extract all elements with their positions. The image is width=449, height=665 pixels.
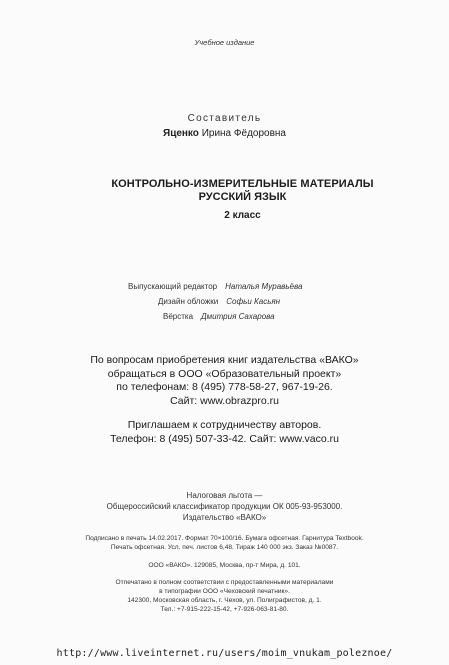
printing-line: Подписано в печать 14.02.2017. Формат 70×100/16. Бумага офсетная. Гарнитура Textbook.: [85, 535, 364, 542]
tax-line: Налоговая льгота —: [186, 491, 263, 500]
cooperation-line: Приглашаем к сотрудничеству авторов.: [127, 419, 322, 431]
printing-line: Печать офсетная. Усл. печ. листов 6,48. Тираж 140 000 экз. Заказ №0087.: [110, 544, 339, 551]
credit-role: Дизайн обложки: [158, 297, 219, 306]
credit-person: Софьи Касьян: [226, 297, 281, 306]
publisher-address: ООО «ВАКО». 129085, Москва, пр-т Мира, д. 101.: [148, 562, 301, 569]
compiler-given-names: Ирина Фёдоровна: [201, 128, 286, 139]
printer-line: 142300, Московская область, г. Чехов, ул. Полиграфистов, д. 1.: [127, 597, 322, 604]
purchase-line: по телефонам: 8 (495) 778-58-27, 967-19-26.: [116, 381, 333, 394]
purchase-website: Сайт: www.obrazpro.ru: [170, 394, 279, 407]
compiler-surname: Яценко: [163, 128, 199, 139]
cooperation-info: [0, 419, 449, 446]
tax-line: Общероссийский классификатор продукции ОК 005-93-953000.: [106, 502, 343, 511]
grade-label: 2 класс: [224, 210, 261, 221]
printer-line: Тел.: +7-915-222-15-42, +7-926-063-81-80.: [160, 606, 289, 613]
cooperation-contact: Телефон: 8 (495) 507-33-42. Сайт: www.vaco.ru: [110, 432, 339, 445]
credit-layout: [163, 312, 275, 321]
tax-line: Издательство «ВАКО»: [182, 513, 267, 522]
credit-role: Вёрстка: [163, 312, 194, 321]
compiler-label: Составитель: [187, 113, 262, 124]
printer-info: [0, 578, 449, 614]
credit-editor: [128, 282, 302, 291]
purchase-info: [0, 354, 449, 408]
compiler-name: [0, 128, 449, 139]
title-line-1: КОНТРОЛЬНО-ИЗМЕРИТЕЛЬНЫЕ МАТЕРИАЛЫ: [111, 178, 374, 190]
tax-info: [0, 490, 449, 523]
purchase-line: По вопросам приобретения книг издательства «ВАКО»: [90, 354, 359, 366]
credit-cover-design: [158, 297, 280, 306]
edition-type: Учебное издание: [194, 38, 255, 47]
credit-person: Дмитрия Сахарова: [201, 312, 275, 321]
printer-line: Отпечатано в полном соответствии с предоставленными материалами: [115, 579, 334, 586]
credit-person: Наталья Муравьёва: [225, 282, 303, 291]
watermark-url: http://www.liveinternet.ru/users/moim_vnukam_poleznoe/: [56, 648, 393, 659]
printer-line: в типографии ООО «Чеховский печатник».: [159, 588, 290, 595]
purchase-line: обращаться в ООО «Образовательный проект»: [107, 367, 342, 380]
title-line-2: РУССКИЙ ЯЗЫК: [198, 191, 287, 203]
credit-role: Выпускающий редактор: [128, 282, 218, 291]
printing-info: [0, 534, 449, 552]
